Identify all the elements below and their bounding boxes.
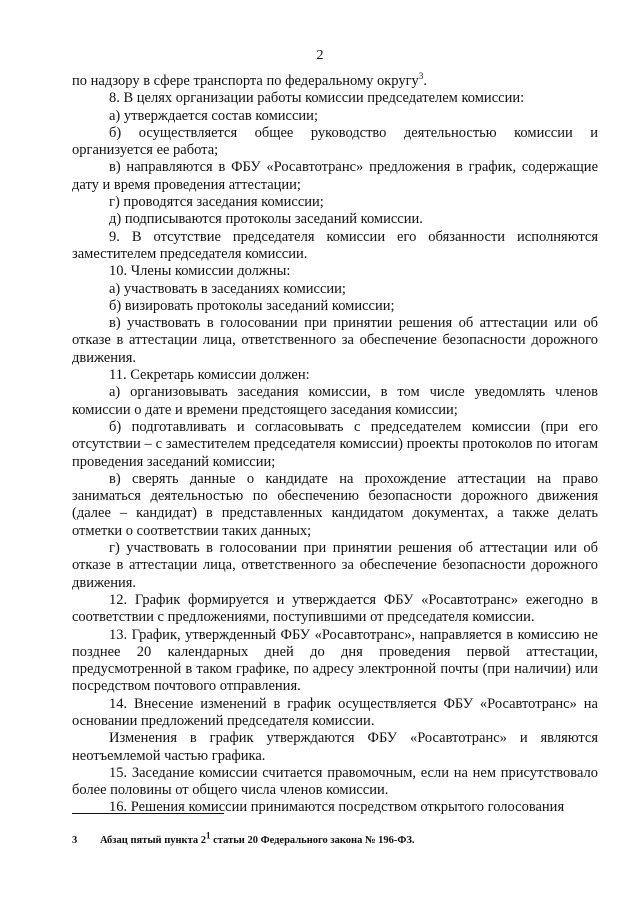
- list-item-11g: г) участвовать в голосовании при принятии решения об аттестации или об отказе в аттестации лица, ответственного за обеспечение безопасности дорожного движения.: [72, 540, 598, 591]
- paragraph-14-changes: Изменения в график утверждаются ФБУ «Росавтотранс» и являются неотъемлемой частью графика.: [72, 730, 598, 764]
- footnote-superscript: 1: [206, 830, 211, 841]
- list-item-8a: а) утверждается состав комиссии;: [109, 107, 318, 124]
- list-item-8g: г) проводятся заседания комиссии;: [109, 194, 324, 211]
- footnote-divider: [72, 813, 224, 814]
- paragraph-11: 11. Секретарь комиссии должен:: [109, 367, 310, 384]
- paragraph-12: 12. График формируется и утверждается ФБУ «Росавтотранс» ежегодно в соответствии с предложениями, поступившими от председателя комиссии.: [72, 591, 598, 626]
- paragraph-9: 9. В отсутствие председателя комиссии его обязанности исполняются заместителем председателя комиссии.: [72, 228, 598, 262]
- footnote-ref: 3: [418, 71, 424, 82]
- paragraph-13: 13. График, утвержденный ФБУ «Росавтотранс», направляется в комиссию не позднее 20 календарных дней до дня проведения первой аттестации, предусмотренной в таком графике, по адресу электронной почты (при наличии) или посредством почтового отправления.: [72, 626, 598, 695]
- page-number: 2: [316, 48, 324, 63]
- paragraph-continuation: по надзору в сфере транспорта по федеральному округу$^3$.: [72, 71, 427, 89]
- footnote: [72, 830, 598, 846]
- list-item-11a: а) организовывать заседания комиссии, в том числе уведомлять членов комиссии о дате и времени предстоящего заседания комиссии;: [72, 384, 598, 418]
- paragraph-16: 16. Решения комиссии принимаются посредством открытого голосования: [109, 799, 565, 816]
- footnote-text-end: статьи 20 Федерального закона № 196-ФЗ.: [210, 835, 415, 846]
- list-item-10b: б) визировать протоколы заседаний комиссии;: [109, 297, 395, 314]
- list-item-11b: б) подготавливать и согласовывать с председателем комиссии (при его отсутствии – с заместителем председателя комиссии) проекты протоколов по итогам проведения заседаний комиссии;: [72, 418, 598, 470]
- paragraph-8: 8. В целях организации работы комиссии председателем комиссии:: [109, 90, 525, 107]
- list-item-8b: б) осуществляется общее руководство деятельностью комиссии и организуется ее работа;: [72, 124, 598, 159]
- list-item-8v: в) направляются в ФБУ «Росавтотранс» предложения в график, содержащие дату и время проведения аттестации;: [72, 159, 598, 193]
- list-item-10a: а) участвовать в заседаниях комиссии;: [109, 280, 346, 297]
- paragraph-15: 15. Заседание комиссии считается правомочным, если на нем присутствовало более половины от общего числа членов комиссии.: [72, 764, 598, 799]
- footnote-number: 3: [72, 835, 78, 846]
- list-item-8d: д) подписываются протоколы заседаний комиссии.: [109, 211, 423, 228]
- paragraph-10: 10. Члены комиссии должны:: [109, 263, 291, 280]
- list-item-11v: в) сверять данные о кандидате на прохождение аттестации на право заниматься деятельностью по обеспечению безопасности дорожного движения (далее – кандидат) в представленных кандидатом документах, а также делать отметки о соответствии таких данных;: [72, 470, 598, 539]
- footnote-text: Абзац пятый пункта 2: [100, 835, 207, 846]
- document-body: [72, 73, 598, 817]
- paragraph-14: 14. Внесение изменений в график осуществляется ФБУ «Росавтотранс» на основании предложений председателя комиссии.: [72, 695, 598, 729]
- list-item-10v: в) участвовать в голосовании при принятии решения об аттестации или об отказе в аттестации лица, ответственного за обеспечение безопасности дорожного движения.: [72, 315, 598, 366]
